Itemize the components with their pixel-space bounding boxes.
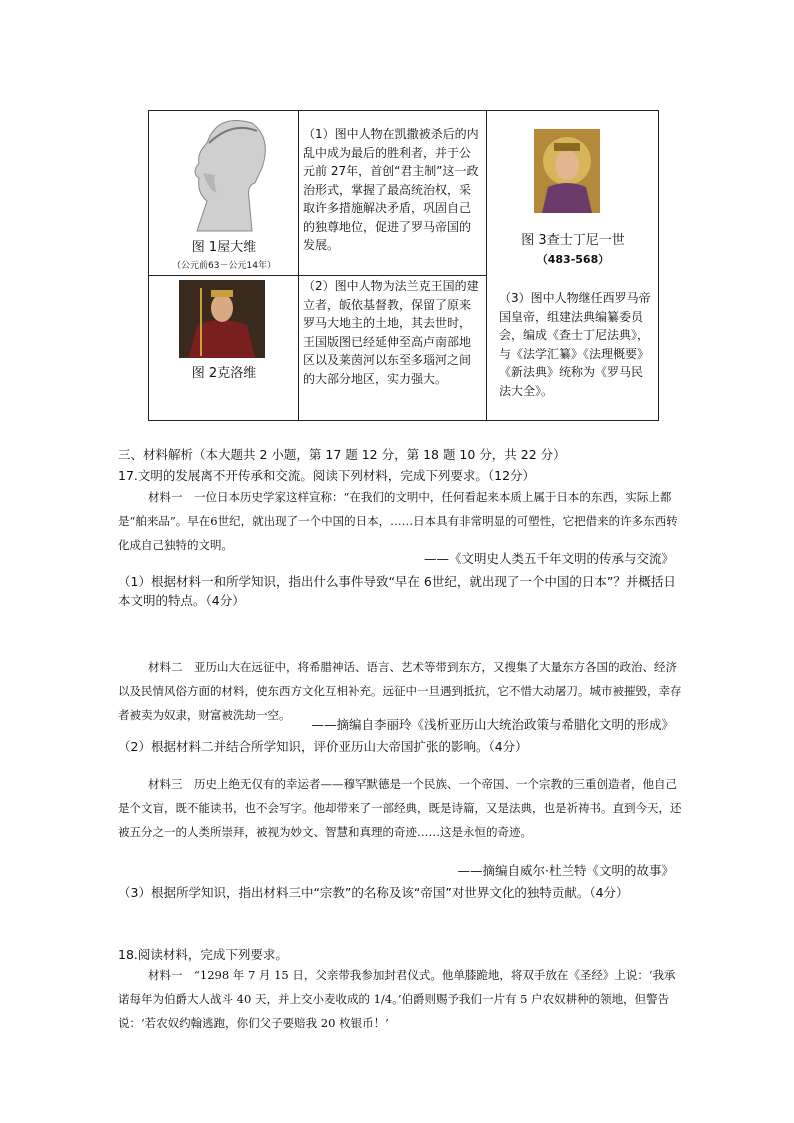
q17-material-3: 材料三 历史上绝无仅有的幸运者——穆罕默德是一个民族、一个帝国、一个宗教的三重创造者，他自己是个文盲，既不能读书，也不会写字。他却带来了一部经典，既是诗篇，又是法典，也是祈祷书。直到今天，还被五分之一的人类所崇拜，被视为妙文、智慧和真理的奇迹……这是永恒的奇迹。 [118,777,682,839]
fig2-description: （2）图中人物为法兰克王国的建立者，皈依基督教，保留了原来罗马大地主的土地，其去世时，王国版图已经延伸至高卢南部地区以及莱茵河以东至多瑙河之间的大部分地区，实力强大。 [303,279,479,386]
fig3-years: （483-568） [536,253,610,266]
clovis-portrait-icon [179,280,265,358]
q17-material-1-source: ——《文明史人类五千年文明的传承与交流》 [423,551,674,566]
fig1-description: （1）图中人物在凯撒被杀后的内乱中成为最后的胜利者，并于公元前 27年，首创“君主制”这一政治形式，掌握了最高统治权，采取许多措施解决矛盾，巩固自己的独尊地位，促进了罗马帝国的发展。 [303,127,479,252]
justinian-mosaic-icon [534,129,600,213]
q17-question-1: （1）根据材料一和所学知识，指出什么事件导致“早在 6世纪，就出现了一个中国的日本”？并概括日本文明的特点。（4分） [118,574,676,608]
figure-table [148,110,659,421]
fig3-cell [487,111,659,421]
fig2-text-cell [299,276,487,421]
fig1-years: （公元前63－公元14年） [172,261,276,271]
fig2-image-cell [149,276,299,421]
fig2-caption: 图 2克洛维 [191,366,257,381]
q17-material-2-source: ——摘编自李丽玲《浅析亚历山大统治政策与希腊化文明的形成》 [311,717,674,732]
octavian-bust-icon [177,113,277,233]
q17-question-3: （3）根据所学知识，指出材料三中“宗教”的名称及该“帝国”对世界文化的独特贡献。（4分） [118,885,629,900]
q17-question-2: （2）根据材料二并结合所学知识，评价亚历山大帝国扩张的影响。（4分） [118,739,528,754]
q17-material-2: 材料二 亚历山大在远征中，将希腊神话、语言、艺术等带到东方，又搜集了大量东方各国的政治、经济以及民情风俗方面的材料，使东西方文化互相补充。远征中一旦遇到抵抗，它不惜大动屠刀。城市被摧毁，幸存者被卖为奴隶，财富被洗劫一空。 [118,660,682,722]
q17-title: 17.文明的发展离不开传承和交流。阅读下列材料，完成下列要求。（12分） [118,468,536,483]
fig3-caption: 图 3查士丁尼一世 [521,233,625,248]
fig3-description: （3）图中人物继任西罗马帝国皇帝，组建法典编纂委员会，编成《查士丁尼法典》，与《法学汇纂》《法理概要》《新法典》统称为《罗马民法大全》。 [499,291,651,398]
q17-material-1: 材料一 一位日本历史学家这样宣称：“在我们的文明中，任何看起来本质上属于日本的东西，实际上都是“舶来品”。早在6世纪，就出现了一个中国的日本，……日本具有非常明显的可塑性，它把借来的许多东西转化成自己独特的文明。 [118,490,678,552]
section-title: 三、材料解析（本大题共 2 小题，第 17 题 12 分，第 18 题 10 分，共 22 分） [118,447,566,462]
q17-material-3-source: ——摘编自威尔·杜兰特《文明的故事》 [457,863,674,878]
q18-title: 18.阅读材料，完成下列要求。 [118,947,288,962]
q18-material-1: 材料一 “1298 年 7 月 15 日，父亲带我参加封君仪式。他单膝跪地，将双手放在《圣经》上说：‘我承诺每年为伯爵大人战斗 40 天，并上交小麦收成的 1/4。’伯爵则赐予我们一片有 5 户农奴耕种的领地，但警告说：‘若农奴约翰逃跑，你们父子要赔我 20 枚银币！’ [118,968,676,1030]
fig1-text-cell [299,111,487,276]
fig1-image-cell [149,111,299,276]
fig1-caption: 图 1屋大维 [191,240,257,255]
